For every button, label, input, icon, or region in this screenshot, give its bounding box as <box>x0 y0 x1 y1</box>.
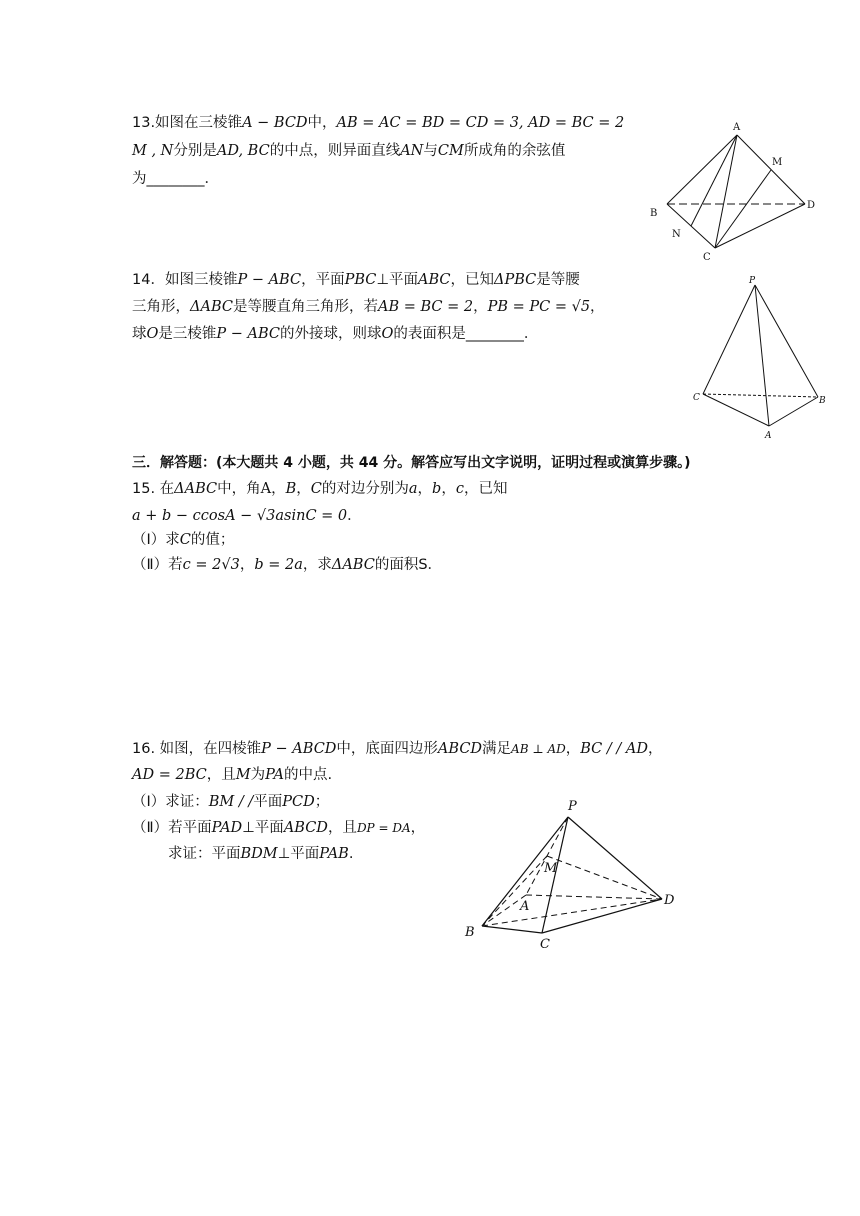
segment-md-hidden <box>547 856 662 899</box>
segment-cm <box>715 170 771 248</box>
q13-text: 所成角的余弦值 <box>463 143 566 159</box>
label-d: D <box>664 893 675 908</box>
q13-line-2 <box>132 141 565 161</box>
label-c: C <box>703 252 711 263</box>
q14-math: AB = BC = 2 <box>377 299 474 315</box>
q16-text: 16. 如图，在四棱锥 <box>132 741 262 757</box>
label-a: A <box>520 899 530 914</box>
q16-math: ABCD <box>437 741 483 757</box>
edge-cd <box>715 204 805 248</box>
label-n: N <box>672 229 681 240</box>
q14-math: ΔABC <box>190 299 233 315</box>
q16-math: DP = DA <box>356 821 411 835</box>
q14-math: ΔPBC <box>494 272 537 288</box>
q16-text: ，且 <box>327 820 357 836</box>
q13-text: 的中点，则异面直线 <box>269 143 401 159</box>
q13-text: 分别是 <box>173 143 217 159</box>
q16-text: ， <box>647 741 663 757</box>
label-p: P <box>749 276 756 286</box>
q16-math: ABCD <box>283 820 328 836</box>
q15-part-2 <box>132 555 442 575</box>
q14-math: PB = PC = √5 <box>487 299 591 315</box>
q16-math: BM / / <box>208 794 254 810</box>
label-c: C <box>540 937 550 952</box>
q15-text: ， <box>239 557 255 573</box>
label-p: P <box>568 799 577 814</box>
q13-text: 为________． <box>132 171 219 187</box>
q14-line-2 <box>132 297 605 317</box>
q13-line-1 <box>132 113 624 133</box>
label-d: D <box>807 200 816 211</box>
edge-ac <box>715 135 737 248</box>
q16-math: PCD <box>282 794 315 810</box>
q14-text: 是等腰 <box>536 272 580 288</box>
label-b: B <box>650 208 658 219</box>
q15-equation: a + b − ccosA − √3asinC = 0 <box>132 508 348 524</box>
q16-line-2 <box>132 765 332 785</box>
q14-line-1 <box>132 270 580 290</box>
label-a: A <box>733 122 741 133</box>
q16-text: ⊥平面 <box>277 846 320 862</box>
q15-math: a <box>408 481 418 497</box>
q15-math: ΔABC <box>331 557 375 573</box>
q15-text: ， <box>441 481 456 497</box>
edge-ab <box>667 135 737 204</box>
q16-math: BC / / AD <box>580 741 648 757</box>
q16-text: （Ⅰ）求证： <box>132 794 209 810</box>
label-c: C <box>693 393 700 403</box>
q16-part-1 <box>132 792 329 812</box>
q16-math: M <box>235 767 251 783</box>
label-b: B <box>819 396 826 406</box>
q14-text: ， <box>473 299 488 315</box>
q16-text: ， <box>565 741 581 757</box>
q16-math: PAD <box>211 820 243 836</box>
q14-text: 的表面积是________． <box>393 326 539 342</box>
q14-text: 14．如图三棱锥 <box>132 272 238 288</box>
q16-text: 中，底面四边形 <box>336 741 438 757</box>
q16-math: PAB <box>319 846 349 862</box>
q15-part-1 <box>132 530 234 550</box>
q13-math: A − BCD <box>242 115 308 131</box>
segment-mb-hidden <box>482 856 547 926</box>
q15-text: （Ⅰ）求 <box>132 532 180 548</box>
q13-math: AB = AC = BD = CD = 3, AD = BC = 2 <box>336 115 625 131</box>
q16-math: AD = 2BC <box>132 767 207 783</box>
q16-text: 求证：平面 <box>168 846 241 862</box>
q13-math: CM <box>437 143 464 159</box>
q16-math: AB ⊥ AD <box>511 742 566 756</box>
q14-text: 是三棱锥 <box>158 326 217 342</box>
q16-math: P − ABCD <box>261 741 337 757</box>
q16-text: （Ⅱ）若平面 <box>132 820 212 836</box>
q16-text: ， <box>410 820 426 836</box>
q15-math: C <box>179 532 191 548</box>
q15-math: c = 2√3 <box>182 557 240 573</box>
segment-bd-hidden <box>482 899 662 926</box>
q15-text: 中，角 <box>217 481 261 497</box>
q14-text: 的外接球，则球 <box>280 326 382 342</box>
edge-pd <box>568 817 662 899</box>
q16-text: ，且 <box>206 767 236 783</box>
q14-figure <box>690 275 830 440</box>
q16-text: 的中点. <box>283 767 333 783</box>
q15-line-1 <box>132 479 507 499</box>
q16-part-2-cont <box>168 844 353 864</box>
q15-math: B <box>285 481 297 497</box>
q14-text: ⊥平面 <box>376 272 418 288</box>
q16-math: PA <box>265 767 284 783</box>
q15-math: b <box>432 481 442 497</box>
q14-math: P − ABC <box>216 326 281 342</box>
q16-line-1 <box>132 739 662 759</box>
q15-text: ． <box>347 508 362 524</box>
q13-math: M , N <box>132 143 174 159</box>
q15-text: ， <box>417 481 433 497</box>
q15-text: ，求 <box>302 557 332 573</box>
q13-text: 13.如图在三棱锥 <box>132 115 243 131</box>
q15-math: ΔABC <box>174 481 218 497</box>
q13-text: 与 <box>423 143 438 159</box>
q15-math: c <box>455 481 464 497</box>
q14-math: O <box>146 326 159 342</box>
q14-text: 球 <box>132 326 147 342</box>
q14-text: 是等腰直角三角形，若 <box>232 299 378 315</box>
q13-math: AN <box>400 143 424 159</box>
q13-text: 中， <box>307 115 337 131</box>
q16-text: 为 <box>250 767 266 783</box>
edge-pc <box>703 285 755 394</box>
q16-text: ； <box>314 794 330 810</box>
q14-line-3 <box>132 324 538 344</box>
edge-ab <box>769 397 818 426</box>
q13-math: AD, BC <box>216 143 270 159</box>
label-a: A <box>765 431 772 441</box>
edge-ad-hidden <box>526 895 662 899</box>
q13-line-3 <box>132 169 219 189</box>
q16-text: . <box>348 846 354 862</box>
q16-part-2 <box>132 818 425 838</box>
q14-text: ，已知 <box>450 272 494 288</box>
q16-text: 满足 <box>482 741 512 757</box>
section-title: 三．解答题：(本大题共 4 小题，共 44 分。解答应写出文字说明，证明过程或演算步骤。) <box>132 455 691 471</box>
q15-text: 的面积S． <box>374 557 443 573</box>
q14-text: 三角形， <box>132 299 190 315</box>
q16-text: 平面 <box>253 794 283 810</box>
q14-math: ABC <box>418 272 451 288</box>
segment-an <box>691 135 737 226</box>
q15-text: （Ⅱ）若 <box>132 557 183 573</box>
edge-ca <box>703 394 769 426</box>
edge-cb-hidden <box>703 394 818 397</box>
q16-math: BDM <box>240 846 278 862</box>
q15-text: ，已知 <box>463 481 508 497</box>
q14-math: PBC <box>344 272 377 288</box>
q14-math: O <box>381 326 394 342</box>
q14-math: P − ABC <box>237 272 302 288</box>
section-header <box>132 453 691 473</box>
edge-cd <box>542 899 662 933</box>
q13-figure <box>645 118 815 268</box>
q14-text: ， <box>590 299 605 315</box>
q15-text: 15. 在 <box>132 481 175 497</box>
q15-text: 的值； <box>190 532 235 548</box>
edge-bc <box>482 926 542 933</box>
q16-text: ⊥平面 <box>242 820 284 836</box>
label-m: M <box>772 157 783 168</box>
q15-math: A <box>260 481 272 497</box>
q15-math: b = 2a <box>254 557 303 573</box>
q16-figure <box>460 795 700 955</box>
q14-text: ，平面 <box>301 272 345 288</box>
q15-text: ， <box>271 481 286 497</box>
q15-line-2 <box>132 506 362 526</box>
edge-ad <box>737 135 805 204</box>
q15-math: C <box>310 481 322 497</box>
q15-text: ， <box>296 481 311 497</box>
label-b: B <box>465 925 475 940</box>
q15-text: 的对边分别为 <box>321 481 409 497</box>
label-m: M <box>544 861 558 876</box>
